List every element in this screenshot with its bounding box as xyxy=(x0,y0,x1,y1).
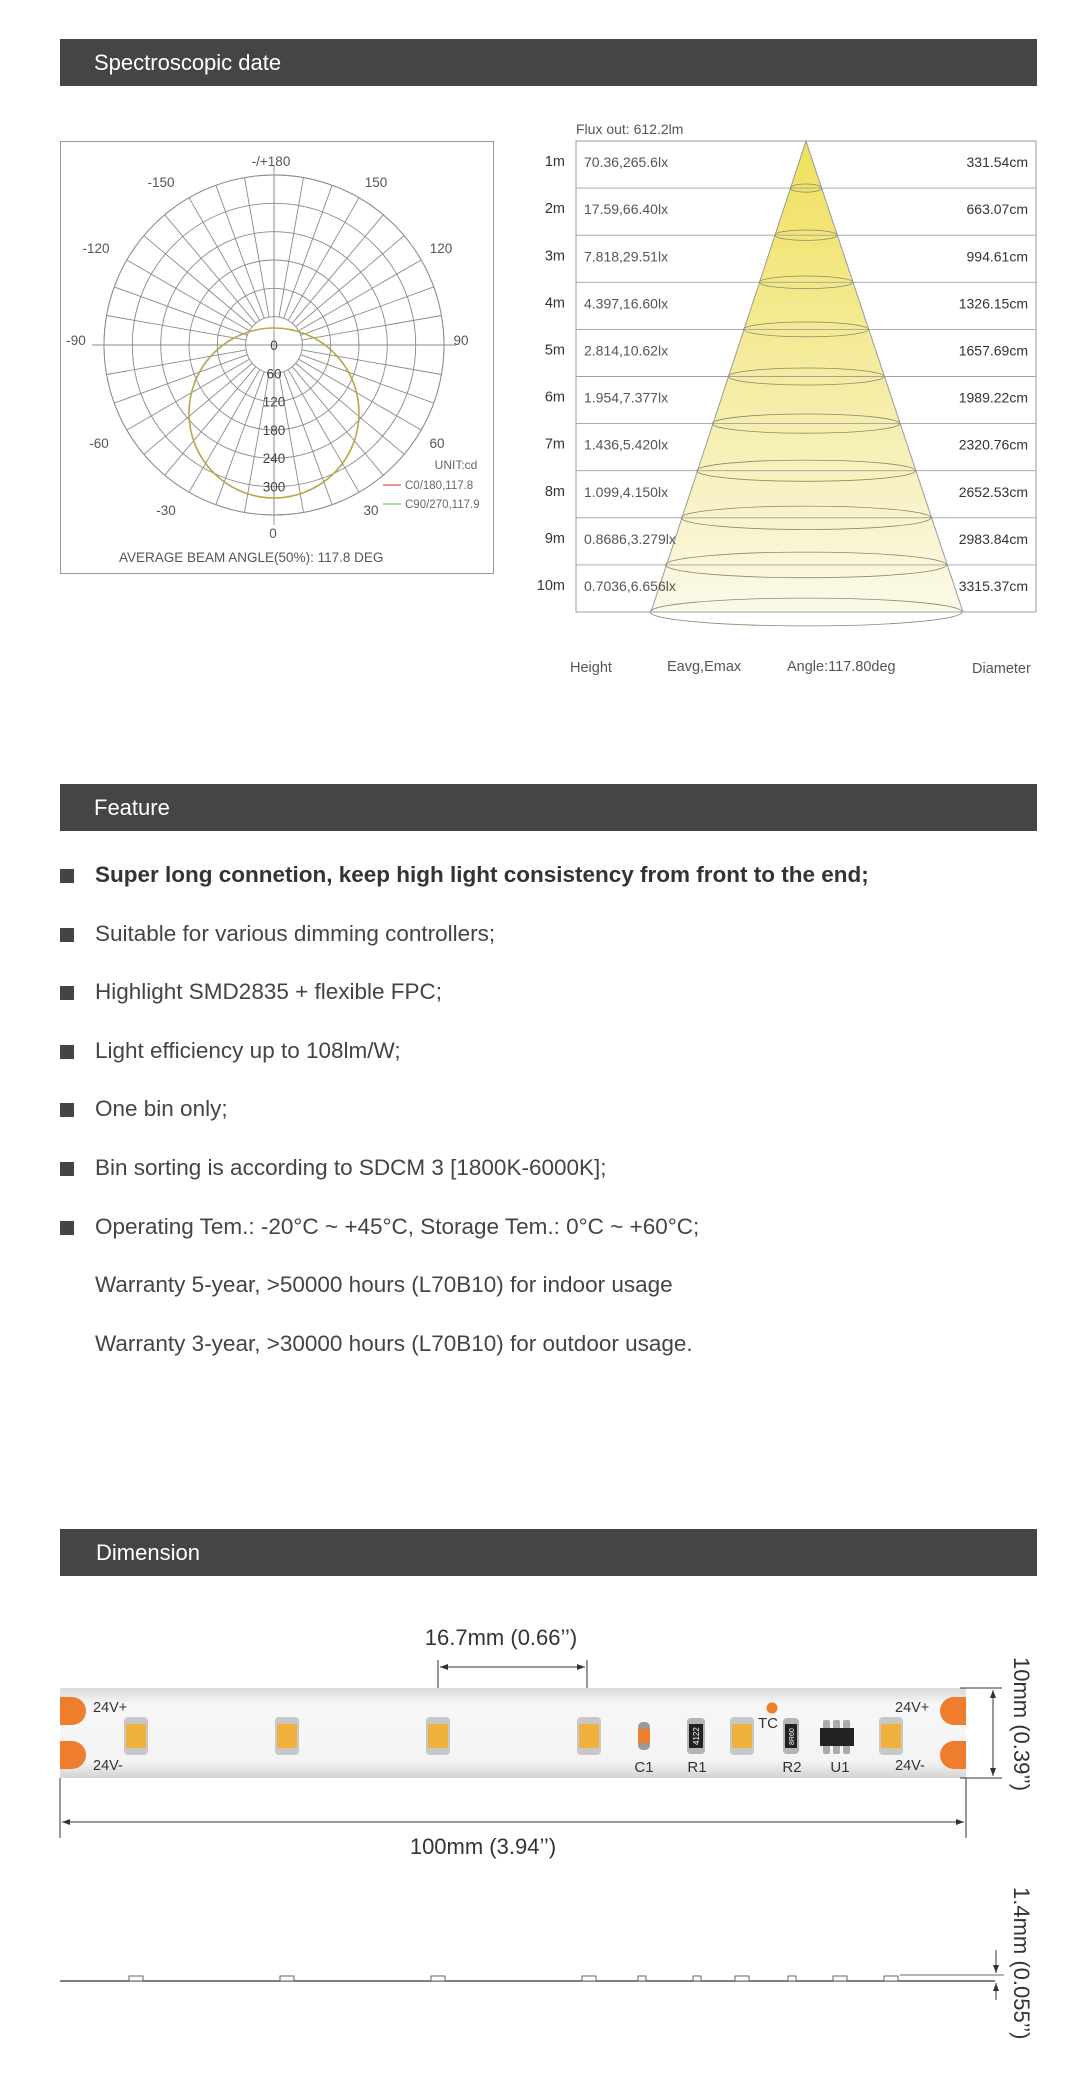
polar-spoke xyxy=(144,236,253,327)
polar-spoke xyxy=(216,371,265,504)
feature-text: Light efficiency up to 108lm/W; xyxy=(95,1037,401,1063)
polar-spoke xyxy=(107,316,247,341)
row-diameter: 1326.15cm xyxy=(958,295,1028,312)
angle-label-p150: 150 xyxy=(364,175,388,190)
feature-item xyxy=(60,1329,1040,1388)
row-lux: 2.814,10.62lx xyxy=(584,342,669,359)
side-profile-component xyxy=(638,1976,646,1981)
radial-tick-label: 120 xyxy=(262,394,286,410)
bullet-square-icon xyxy=(60,1103,74,1117)
label-u1: U1 xyxy=(830,1759,850,1776)
row-diameter: 2983.84cm xyxy=(958,530,1028,547)
capacitor-c1 xyxy=(638,1722,650,1750)
smd2835-led xyxy=(879,1717,903,1755)
feature-item xyxy=(60,1270,1040,1329)
row-lux: 7.818,29.51lx xyxy=(584,248,669,265)
row-lux: 1.954,7.377lx xyxy=(584,389,669,406)
feature-text: One bin only; xyxy=(95,1096,228,1122)
side-profile-component xyxy=(788,1976,796,1981)
row-lux: 1.099,4.150lx xyxy=(584,483,669,500)
resistor-r2 xyxy=(783,1718,799,1754)
bullet-square-icon xyxy=(60,1221,74,1235)
feature-item xyxy=(60,1212,1040,1271)
section-header-spectroscopic: Spectroscopic date xyxy=(60,39,1037,86)
smd2835-led xyxy=(426,1717,450,1755)
row-height: 9m xyxy=(544,530,565,547)
resistor-r1 xyxy=(687,1718,705,1754)
polar-spoke xyxy=(295,236,404,327)
radial-tick-label: 60 xyxy=(266,366,282,382)
polar-spoke xyxy=(300,355,433,404)
length-dimension-label: 100mm (3.94’’) xyxy=(409,1834,557,1859)
row-diameter: 2320.76cm xyxy=(958,436,1028,453)
row-diameter: 663.07cm xyxy=(966,201,1028,218)
section-header-feature: Feature xyxy=(60,784,1037,831)
footer-height: Height xyxy=(570,660,612,676)
row-diameter: 994.61cm xyxy=(966,248,1028,265)
angle-label-n60: -60 xyxy=(89,436,109,451)
row-height: 4m xyxy=(544,295,565,312)
feature-text: Highlight SMD2835 + flexible FPC; xyxy=(95,979,443,1005)
row-diameter: 1989.22cm xyxy=(958,389,1028,406)
angle-label-p90: 90 xyxy=(453,333,469,348)
row-diameter: 1657.69cm xyxy=(958,342,1028,359)
thickness-dimension-label: 1.4mm (0.055’’) xyxy=(1009,1887,1034,2040)
polar-spoke xyxy=(216,185,265,318)
polar-spoke xyxy=(284,185,333,318)
feature-item xyxy=(60,1094,1040,1153)
polar-spoke xyxy=(302,350,442,375)
angle-label-top: -/+180 xyxy=(251,154,291,169)
feature-text: Warranty 5-year, >50000 hours (L70B10) for indoor usage xyxy=(95,1272,673,1298)
smd2835-led xyxy=(577,1717,601,1755)
bullet-square-icon xyxy=(60,928,74,942)
feature-text: Super long connetion, keep high light consistency from front to the end; xyxy=(95,862,869,887)
polar-spoke xyxy=(114,287,247,336)
bullet-square-icon xyxy=(60,1045,74,1059)
polar-distribution-chart xyxy=(60,141,494,574)
polar-spoke xyxy=(165,215,256,324)
angle-label-n90: -90 xyxy=(66,333,86,348)
row-lux: 0.8686,3.279lx xyxy=(584,530,676,547)
width-dimension-label: 10mm (0.39’’) xyxy=(1009,1657,1034,1792)
side-profile-component xyxy=(431,1976,445,1981)
angle-label-p60: 60 xyxy=(429,436,445,451)
polar-spoke xyxy=(284,371,333,504)
feature-item xyxy=(60,1036,1040,1095)
terminal-left-pos: 24V+ xyxy=(93,1700,128,1716)
side-profile-component xyxy=(884,1976,898,1981)
row-height: 7m xyxy=(544,436,565,453)
row-lux: 0.7036,6.656lx xyxy=(584,578,676,594)
svg-text:8R60: 8R60 xyxy=(789,1728,796,1745)
svg-text:4122: 4122 xyxy=(692,1727,701,1745)
polar-spoke xyxy=(295,363,404,454)
label-r1: R1 xyxy=(687,1759,707,1776)
polar-spoke xyxy=(302,316,442,341)
angle-label-n120: -120 xyxy=(82,241,110,256)
polar-spoke xyxy=(107,350,247,375)
label-r2: R2 xyxy=(782,1759,802,1776)
row-lux: 70.36,265.6lx xyxy=(584,154,669,171)
feature-text: Warranty 3-year, >30000 hours (L70B10) for outdoor usage. xyxy=(95,1330,693,1356)
row-height: 8m xyxy=(544,483,565,500)
section-header-dimension: Dimension xyxy=(60,1529,1037,1576)
row-diameter: 2652.53cm xyxy=(958,483,1028,500)
feature-item xyxy=(60,860,1040,919)
row-height: 2m xyxy=(544,201,565,218)
footer-angle: Angle:117.80deg xyxy=(787,659,896,675)
radial-tick-label: 180 xyxy=(262,422,286,438)
row-height: 1m xyxy=(544,154,565,171)
angle-label-bottom: 0 xyxy=(269,526,277,541)
label-c1: C1 xyxy=(634,1759,654,1776)
label-tc: TC xyxy=(758,1715,778,1732)
polar-spoke xyxy=(300,287,433,336)
side-profile-component xyxy=(735,1976,749,1981)
row-lux: 1.436,5.420lx xyxy=(584,436,669,453)
polar-spoke xyxy=(245,178,270,318)
terminal-right-pos: 24V+ xyxy=(895,1700,930,1716)
bullet-square-icon xyxy=(60,1162,74,1176)
feature-text: Bin sorting is according to SDCM 3 [1800K-6000K]; xyxy=(95,1154,607,1180)
footer-eavg: Eavg,Emax xyxy=(667,659,742,675)
polar-spoke xyxy=(144,363,253,454)
tc-marker xyxy=(767,1703,778,1714)
terminal-right-neg: 24V- xyxy=(895,1758,925,1774)
angle-label-p30: 30 xyxy=(363,503,379,518)
row-height: 6m xyxy=(544,389,565,406)
side-profile-component xyxy=(693,1976,701,1981)
row-lux: 17.59,66.40lx xyxy=(584,201,669,218)
legend-label-c90: C90/270,117.9 xyxy=(405,499,480,511)
bullet-square-icon xyxy=(60,869,74,883)
row-height: 5m xyxy=(544,342,565,359)
feature-text: Operating Tem.: -20°C ~ +45°C, Storage Tem.: 0°C ~ +60°C; xyxy=(95,1213,700,1239)
dimension-drawing xyxy=(0,1600,1092,2074)
ic-u1 xyxy=(820,1720,854,1754)
polar-spoke xyxy=(165,366,256,475)
polar-spoke xyxy=(292,215,383,324)
angle-label-p120: 120 xyxy=(429,241,453,256)
polar-spoke xyxy=(279,178,304,318)
row-diameter: 331.54cm xyxy=(966,154,1028,171)
radial-tick-label: 300 xyxy=(262,479,286,495)
row-height: 3m xyxy=(544,248,565,265)
side-profile-component xyxy=(129,1976,143,1981)
smd2835-led xyxy=(124,1717,148,1755)
illuminance-cone-table xyxy=(520,118,1080,688)
feature-list xyxy=(60,860,1040,1387)
side-profile-component xyxy=(833,1976,847,1981)
radial-tick-label: 0 xyxy=(270,338,278,353)
angle-label-n150: -150 xyxy=(147,175,175,190)
unit-label: UNIT:cd xyxy=(434,458,478,472)
feature-text: Suitable for various dimming controllers; xyxy=(95,920,496,946)
terminal-left-neg: 24V- xyxy=(93,1758,123,1774)
row-diameter: 3315.37cm xyxy=(958,578,1028,594)
polar-spoke xyxy=(114,355,247,404)
feature-item xyxy=(60,977,1040,1036)
smd2835-led xyxy=(730,1717,754,1755)
feature-item xyxy=(60,1153,1040,1212)
bullet-square-icon xyxy=(60,986,74,1000)
beam-angle-caption: AVERAGE BEAM ANGLE(50%): 117.8 DEG xyxy=(119,550,384,565)
flux-out-label: Flux out: 612.2lm xyxy=(576,121,684,137)
smd2835-led xyxy=(275,1717,299,1755)
feature-item xyxy=(60,919,1040,978)
radial-tick-label: 240 xyxy=(262,451,286,467)
side-profile-component xyxy=(582,1976,596,1981)
pitch-dimension-label: 16.7mm (0.66’’) xyxy=(424,1625,578,1650)
legend-label-c0: C0/180,117.8 xyxy=(405,480,474,492)
side-profile-component xyxy=(280,1976,294,1981)
row-lux: 4.397,16.60lx xyxy=(584,295,669,312)
row-height: 10m xyxy=(536,578,565,594)
polar-spoke xyxy=(292,366,383,475)
angle-label-n30: -30 xyxy=(156,503,176,518)
footer-diameter: Diameter xyxy=(972,661,1031,677)
